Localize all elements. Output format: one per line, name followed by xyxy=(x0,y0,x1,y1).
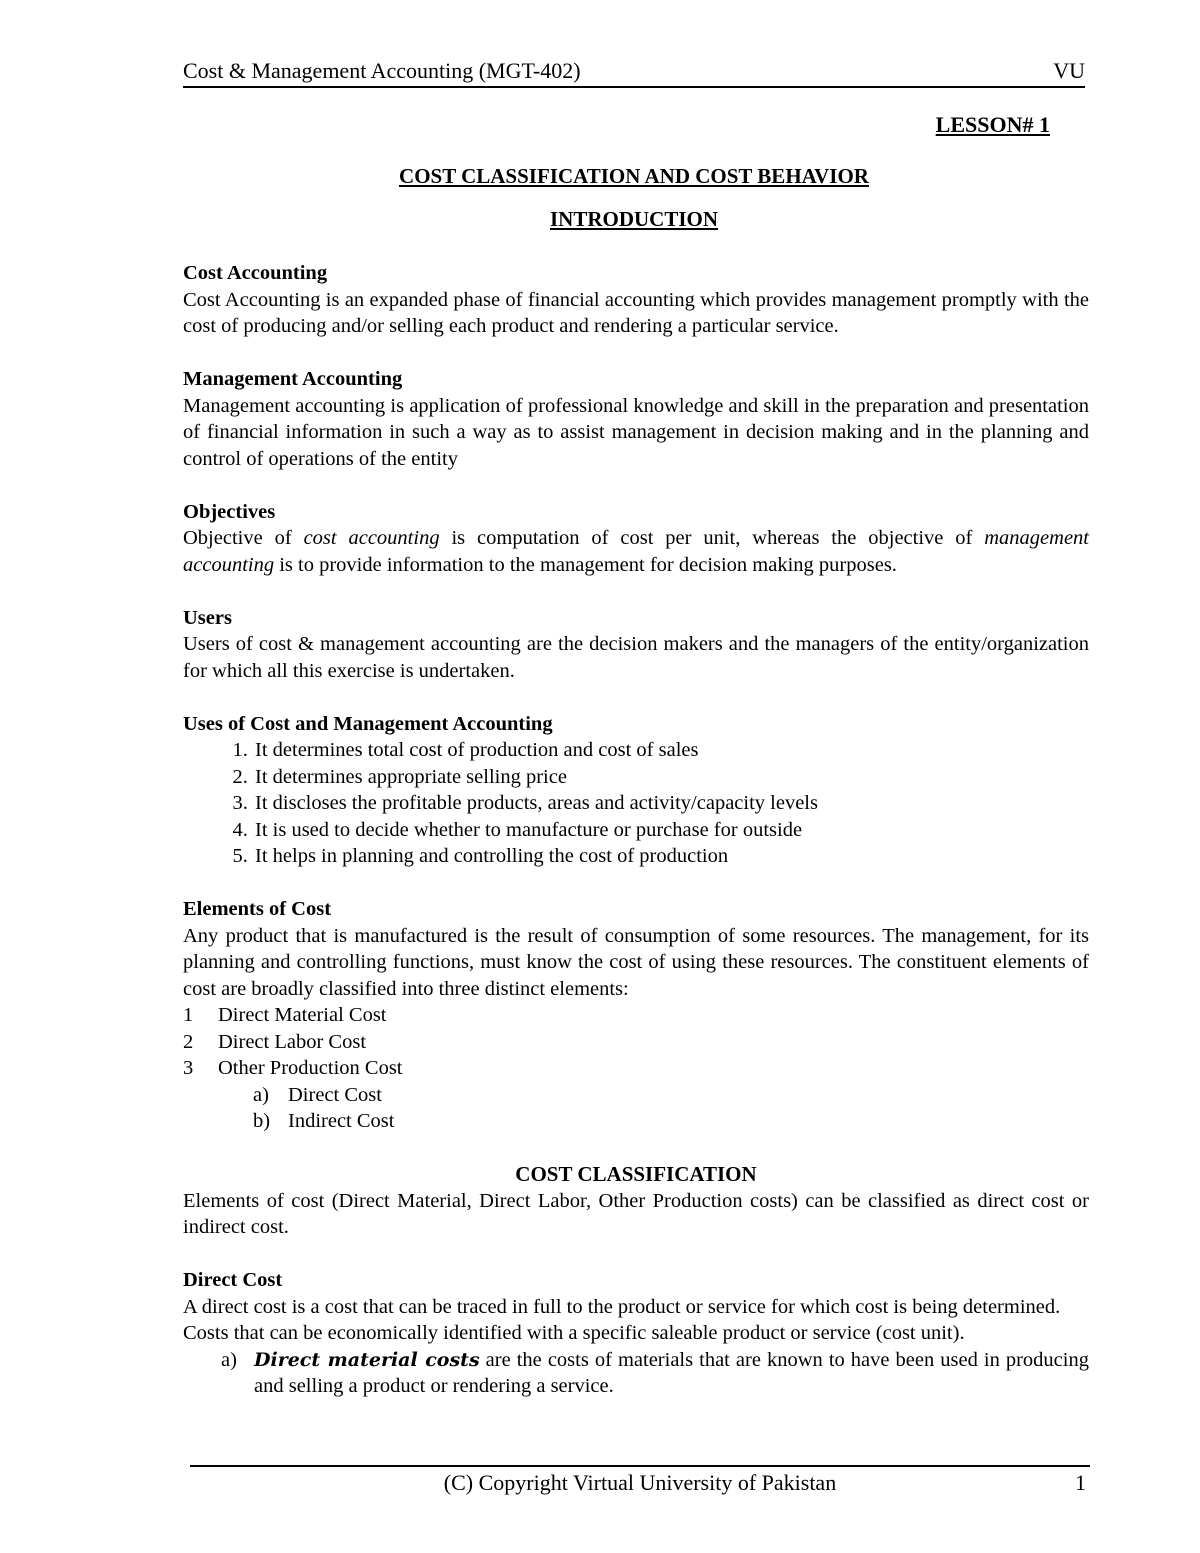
section-heading: Objectives xyxy=(183,500,276,523)
sub-list xyxy=(183,1082,1089,1135)
list-item: 4. It is used to decide whether to manufacture or purchase for outside xyxy=(253,817,1089,844)
list-item: 2. It determines appropriate selling price xyxy=(253,764,1089,791)
section-heading: Users xyxy=(183,606,232,629)
elements-list xyxy=(183,1002,1089,1082)
list-item: 1. It determines total cost of production and cost of sales xyxy=(253,737,1089,764)
emphasis: management accounting xyxy=(183,527,1090,576)
section-text: Any product that is manufactured is the result of consumption of some resources. The management, for its planning and controlling functions, must know the cost of using these resources. The constituent elements of cost are broadly classified into three distinct elements: xyxy=(183,924,1089,1000)
section-title: COST CLASSIFICATION xyxy=(515,1162,757,1186)
document-subtitle: INTRODUCTION xyxy=(549,207,719,231)
document-title: COST CLASSIFICATION AND COST BEHAVIOR xyxy=(399,164,869,188)
section-heading: Cost Accounting xyxy=(183,262,328,284)
section-heading: Elements of Cost xyxy=(183,898,332,920)
section-heading: Uses of Cost and Management Accounting xyxy=(183,712,553,735)
list-item: 1 Direct Material Cost xyxy=(183,1004,387,1026)
list-item: a) Direct Cost xyxy=(253,1083,382,1106)
document-body xyxy=(183,260,1089,1400)
copyright-text: (C) Copyright Virtual University of Pakistan xyxy=(443,1470,837,1495)
section-text: Objective of cost accounting is computation of cost per unit, whereas the objective of management accounting is to provide information to the management for decision making purposes. xyxy=(183,527,1090,576)
emphasis: cost accounting xyxy=(303,527,440,549)
uses-list xyxy=(183,737,1089,870)
list-item: 3 Other Production Cost xyxy=(183,1057,403,1079)
section-text: Elements of cost (Direct Material, Direct Labor, Other Production costs) can be classified as direct cost or indirect cost. xyxy=(183,1189,1089,1238)
footer-divider xyxy=(190,1465,1090,1467)
list-item: b) Indirect Cost xyxy=(253,1110,395,1132)
lesson-number: LESSON# 1 xyxy=(935,112,1050,137)
course-title: Cost & Management Accounting (MGT-402) xyxy=(183,58,581,83)
page-header xyxy=(183,56,1085,88)
section-text: Management accounting is application of professional knowledge and skill in the preparation and presentation of financial information in such a way as to assist management in decision making and in the planning and control of operations of the entity xyxy=(183,394,1089,470)
list-item: 3. It discloses the profitable products, areas and activity/capacity levels xyxy=(253,790,1089,817)
section-text: Costs that can be economically identified with a specific saleable product or service (cost unit). xyxy=(183,1322,965,1344)
institution-abbr: VU xyxy=(1053,58,1085,83)
list-item: 2 Direct Labor Cost xyxy=(183,1030,367,1053)
list-item: a) Direct material costs are the costs of materials that are known to have been used in producing and selling a product or rendering a service. xyxy=(221,1348,1089,1397)
page-footer xyxy=(190,1470,1090,1496)
section-text: Cost Accounting is an expanded phase of financial accounting which provides management promptly with the cost of producing and/or selling each product and rendering a particular service. xyxy=(183,288,1089,337)
section-text: Users of cost & management accounting are the decision makers and the managers of the entity/organization for which all this exercise is undertaken. xyxy=(183,633,1089,682)
page-number: 1 xyxy=(1075,1470,1086,1495)
section-heading: Management Accounting xyxy=(183,368,403,390)
term: Direct material costs xyxy=(254,1348,480,1371)
list-item: 5. It helps in planning and controlling the cost of production xyxy=(253,843,1089,870)
direct-cost-list xyxy=(183,1347,1089,1400)
section-heading: Direct Cost xyxy=(183,1269,283,1291)
section-text: A direct cost is a cost that can be traced in full to the product or service for which cost is being determined. xyxy=(183,1295,1061,1318)
